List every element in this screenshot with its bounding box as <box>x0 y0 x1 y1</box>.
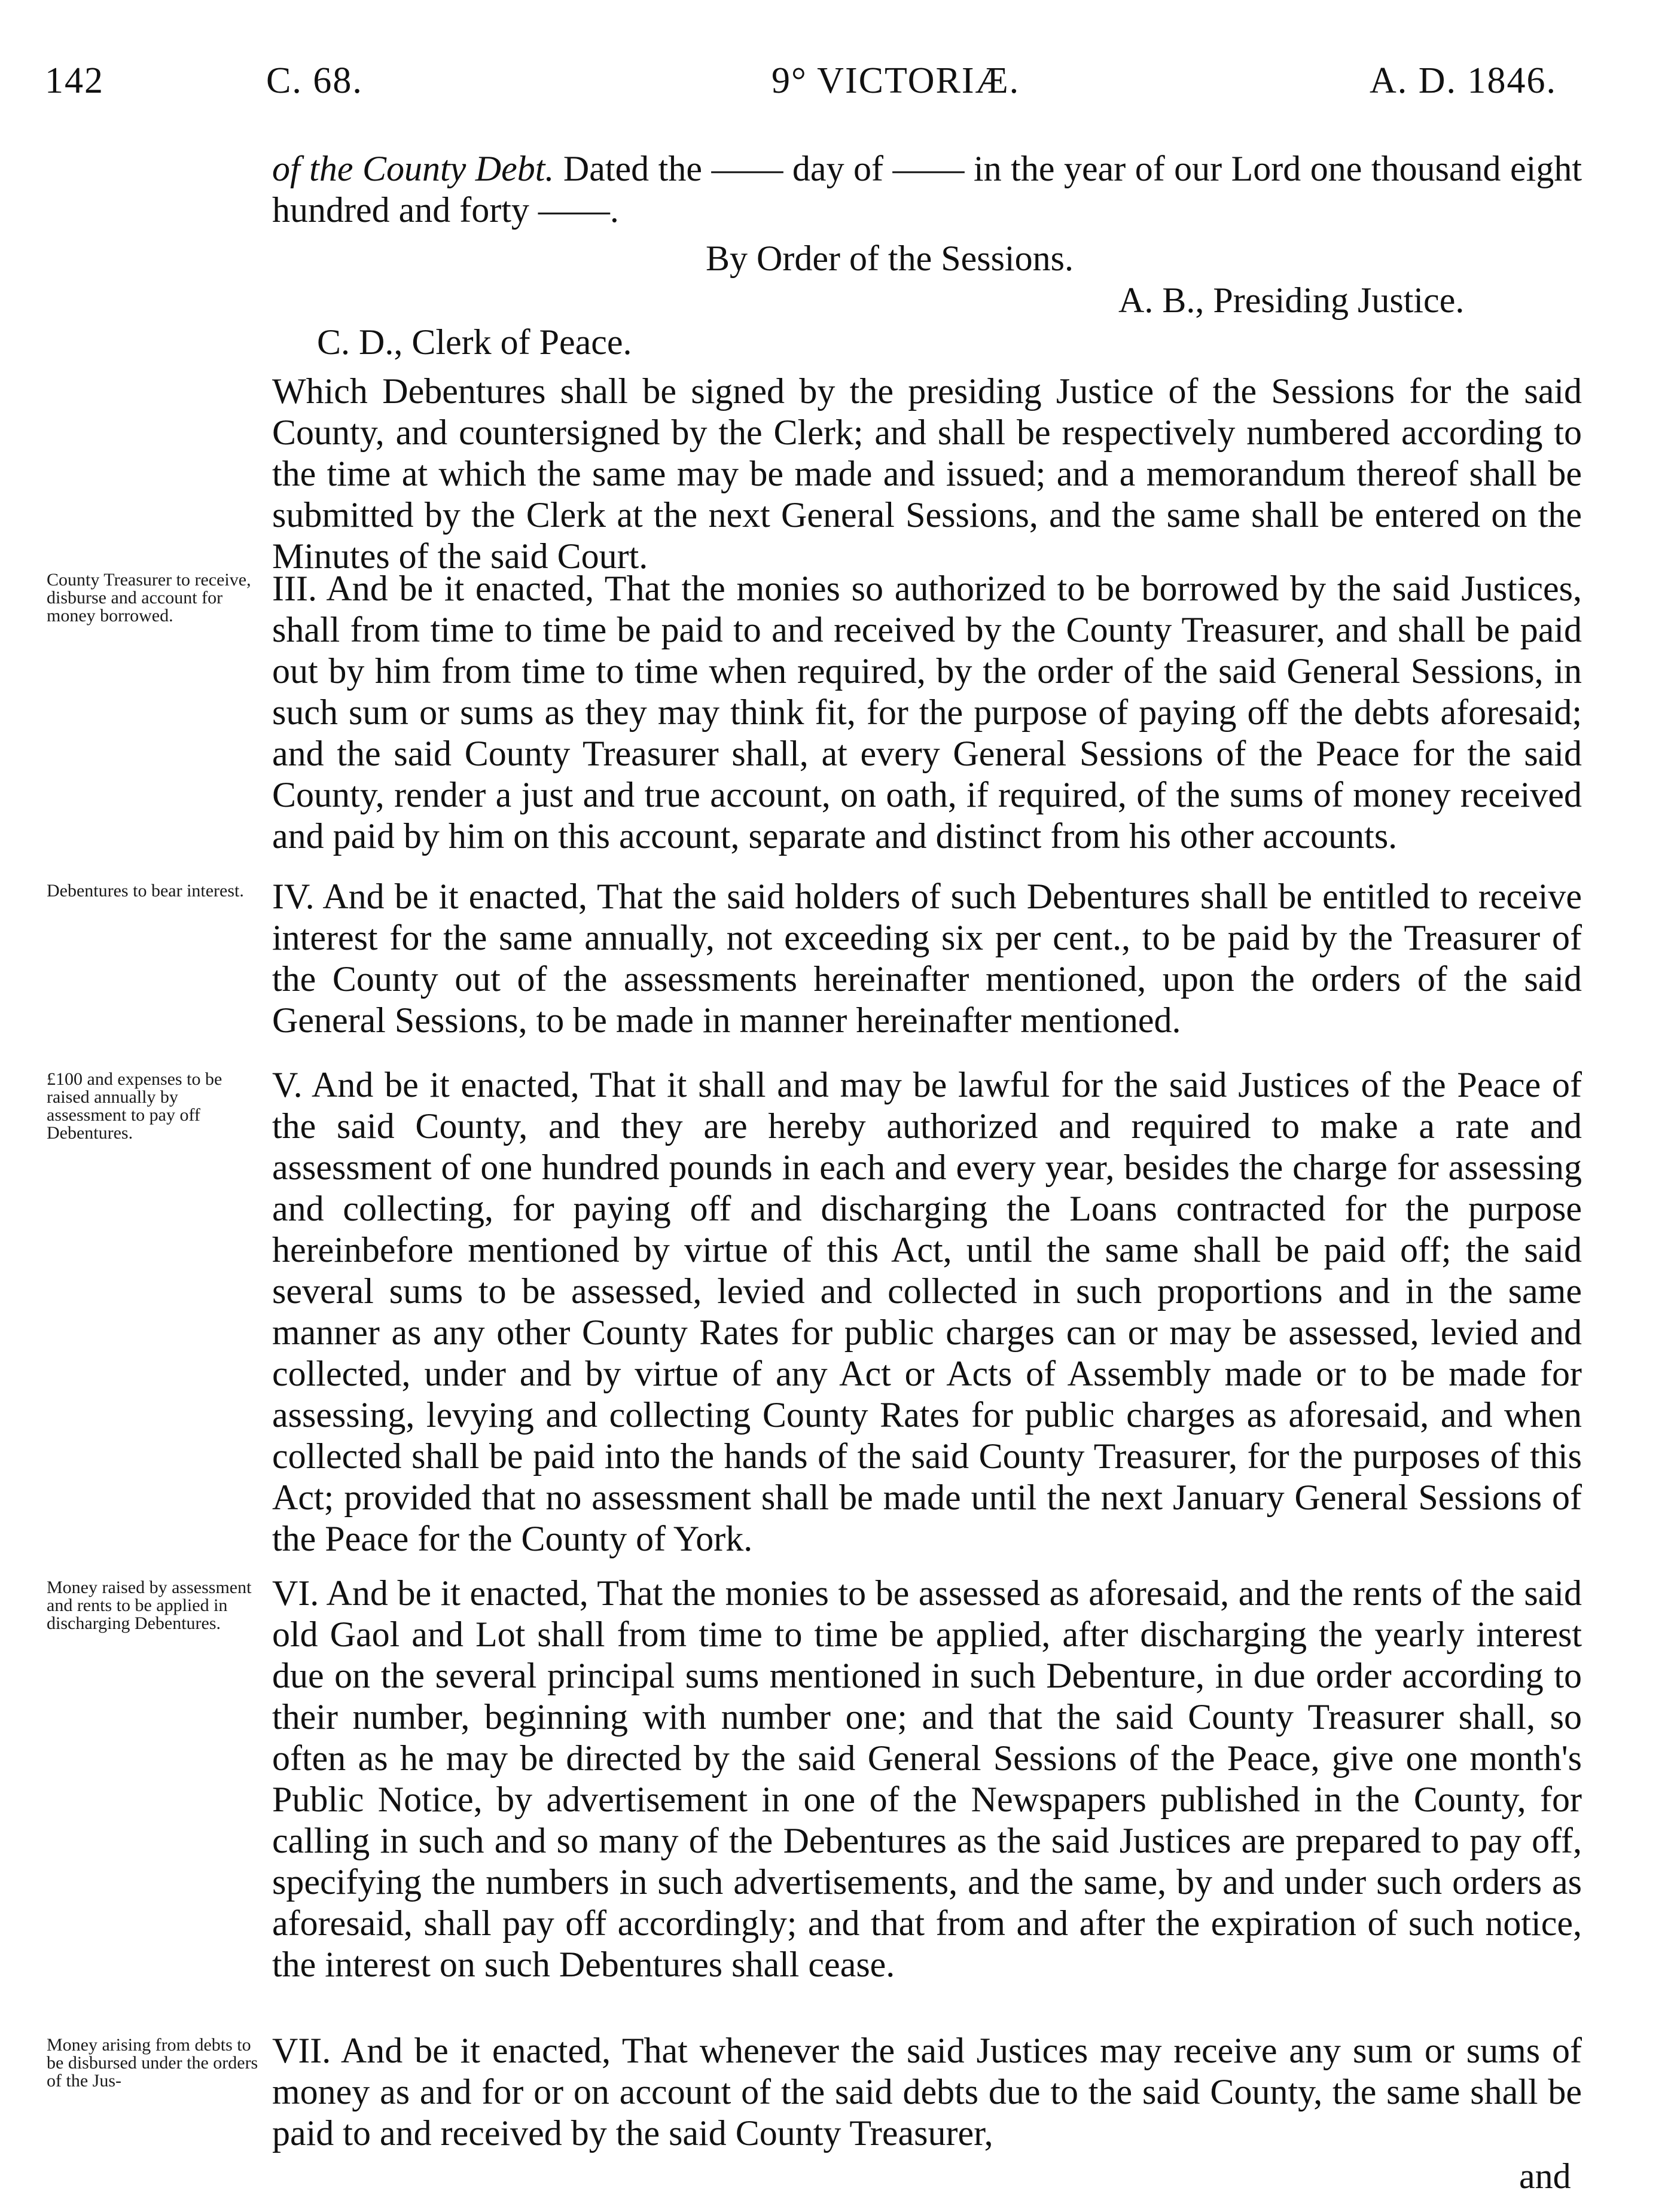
section-3 <box>272 568 1582 857</box>
section-6-text: VI. And be it enacted, That the monies to be assessed as aforesaid, and the rents of the said old Gaol and Lot shall from time to time be applied, after discharging the yearly interest due on the several principal sums mentioned in such Debenture, in due order according to their number, beginning with number one; and that the said County Treasurer shall, so often as he may be directed by the said General Sessions of the Peace, give one month's Public Notice, by advertisement in one of the Newspapers published in the County, for calling in such and so many of the Debentures as the said Justices are prepared to pay off, specifying the numbers in such advertisements, and the same, by and under such orders as aforesaid, shall pay off accordingly; and that from and after the expiration of such notice, the interest on such Debentures shall cease. <box>272 1573 1582 1984</box>
debentures-signed-paragraph <box>272 371 1582 577</box>
page-number: 142 <box>45 60 104 101</box>
running-title: 9° VICTORIÆ. <box>772 60 1020 101</box>
clerk-line: C. D., Clerk of Peace. <box>317 322 632 362</box>
catchword: and <box>1519 2156 1571 2196</box>
section-5-text: V. And be it enacted, That it shall and may be lawful for the said Justices of the Peace of the said County, and they are hereby authorized and required to make a rate and assessment of one hundred pounds in each and every year, besides the charge for assessing and collecting, for paying off and discharging the Loans contracted for the purpose hereinbefore mentioned by virtue of this Act, until the same shall be paid off; the said several sums to be assessed, levied and collected in such proportions and in the same manner as any other County Rates for public charges can or may be assessed, levied and collected, under and by virtue of any Act or Acts of Assembly made or to be made for assessing, levying and collecting County Rates for public charges as aforesaid, and when collected shall be paid into the hands of the said County Treasurer, for the purposes of this Act; provided that no assessment shall be made until the next January General Sessions of the Peace for the County of York. <box>272 1065 1582 1558</box>
presiding-justice-line: A. B., Presiding Justice. <box>1118 280 1465 320</box>
form-date-text: Dated the —— day of —— in the year of our Lord one thousand eight hundred and forty ——. <box>272 149 1582 230</box>
section-6 <box>272 1573 1582 1985</box>
section-5 <box>272 1064 1582 1560</box>
year-of-act: A. D. 1846. <box>1370 60 1557 101</box>
margin-note-section-4: Debentures to bear interest. <box>47 881 244 901</box>
section-4-text: IV. And be it enacted, That the said holders of such Debentures shall be entitled to receive interest for the same annually, not exceeding six per cent., to be paid by the Treasurer of the County out of the assessments hereinafter mentioned, upon the orders of the said General Sessions, to be made in manner hereinafter mentioned. <box>272 877 1582 1040</box>
paragraph-text: Which Debentures shall be signed by the presiding Justice of the Sessions for the said County, and countersigned by the Clerk; and shall be respectively numbered according to the time at which the same may be made and issued; and a memorandum thereof shall be submitted by the Clerk at the next General Sessions, and the same shall be entered on the Minutes of the said Court. <box>272 371 1582 576</box>
form-italic-heading: of the County Debt. <box>272 149 554 188</box>
section-7 <box>272 2030 1582 2154</box>
by-order-line: By Order of the Sessions. <box>706 239 1074 278</box>
chapter-number: C. 68. <box>266 60 363 101</box>
form-date-line <box>272 148 1582 231</box>
section-4 <box>272 876 1582 1041</box>
margin-note-section-7: Money arising from debts to be disbursed under the orders of the Jus- <box>47 2035 258 2091</box>
margin-note-section-3: County Treasurer to receive, disburse and account for money borrowed. <box>47 570 251 626</box>
section-7-text: VII. And be it enacted, That whenever the said Justices may receive any sum or sums of money as and for or on account of the said debts due to the said County, the same shall be paid to and received by the said County Treasurer, <box>272 2031 1582 2153</box>
margin-note-section-6: Money raised by assessment and rents to be applied in discharging Debentures. <box>47 1578 252 1633</box>
margin-note-section-5: £100 and expenses to be raised annually by assessment to pay off Debentures. <box>47 1069 222 1143</box>
section-3-text: III. And be it enacted, That the monies so authorized to be borrowed by the said Justices, shall from time to time be paid to and received by the County Treasurer, and shall be paid out by him from time to time when required, by the order of the said General Sessions, in such sum or sums as they may think fit, for the purpose of paying off the debts aforesaid; and the said County Treasurer shall, at every General Sessions of the Peace for the said County, render a just and true account, on oath, if required, of the sums of money received and paid by him on this account, separate and distinct from his other accounts. <box>272 569 1582 856</box>
